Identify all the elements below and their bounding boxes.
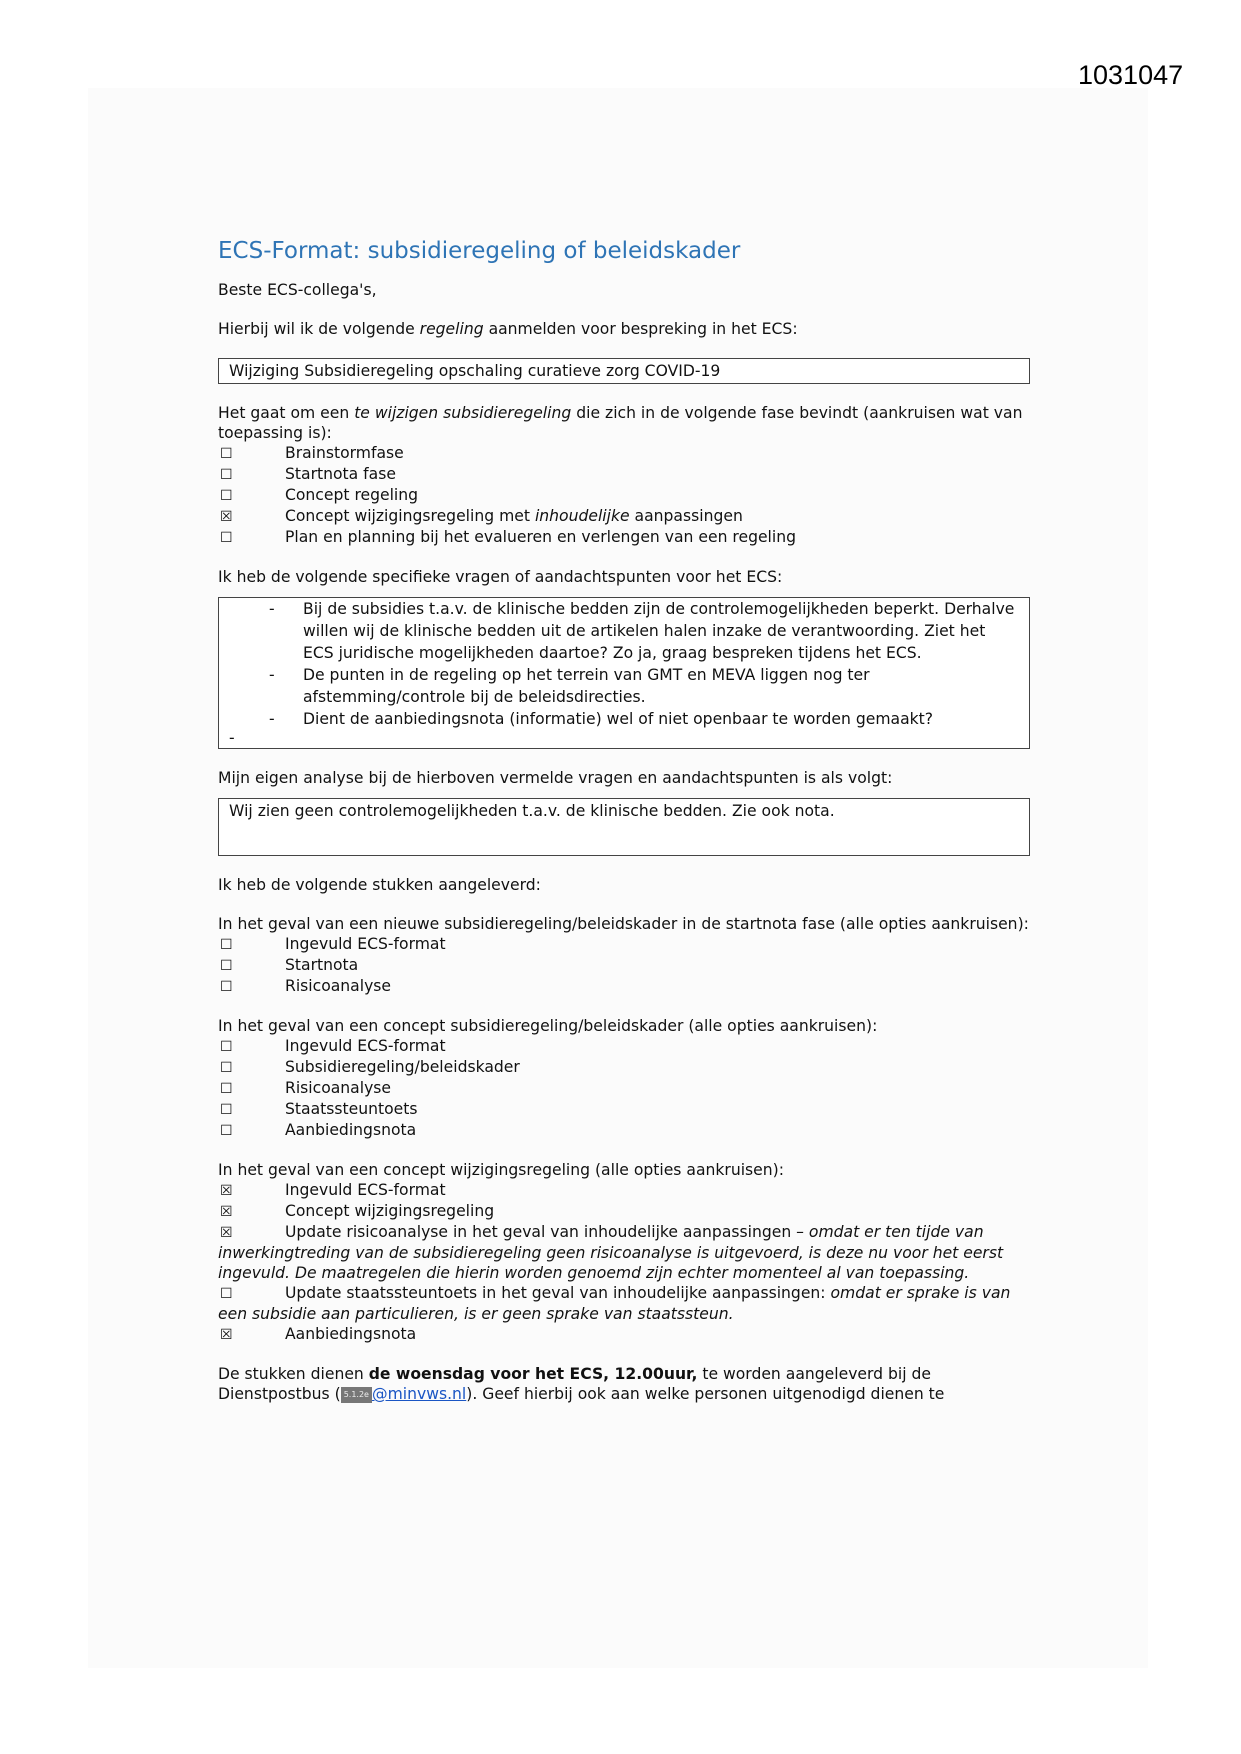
checkbox[interactable]: ☐ [220, 958, 233, 974]
checkbox[interactable]: ☐ [220, 530, 233, 546]
question-item: - Dient de aanbiedingsnota (informatie) wel of niet openbaar te worden gemaakt? [269, 710, 934, 728]
analysis-value: Wij zien geen controlemogelijkheden t.a.v. de klinische bedden. Zie ook nota. [229, 802, 835, 820]
checkbox[interactable]: ☐ [220, 488, 233, 504]
checkbox[interactable]: ☐ [220, 937, 233, 953]
wijziging-heading: In het geval van een concept wijzigingsregeling (alle opties aankruisen): [218, 1161, 784, 1179]
checkbox-checked[interactable]: ☒ [220, 509, 233, 525]
checkbox-checked[interactable]: ☒ [220, 1327, 233, 1343]
question-trailing-bullet: - [229, 729, 235, 747]
wijziging-option-concept[interactable]: ☒ Concept wijzigingsregeling [220, 1202, 495, 1220]
concept-regeling-heading: In het geval van een concept subsidieregeling/beleidskader (alle opties aankruisen): [218, 1017, 878, 1035]
regeling-name-field[interactable] [218, 358, 1030, 384]
checkbox[interactable]: ☐ [220, 1039, 233, 1055]
checkbox[interactable]: ☐ [220, 1286, 233, 1302]
analysis-field[interactable] [218, 798, 1030, 856]
dienstpostbus-email-link[interactable]: @minvws.nl [371, 1385, 467, 1403]
phase-options [218, 443, 1030, 548]
wijziging-option-aanbiedingsnota[interactable]: ☒ Aanbiedingsnota [220, 1325, 417, 1343]
concept-option-risicoanalyse[interactable]: ☐ Risicoanalyse [220, 1079, 392, 1097]
concept-option-aanbiedingsnota[interactable]: ☐ Aanbiedingsnota [220, 1121, 417, 1139]
new-regeling-heading: In het geval van een nieuwe subsidieregeling/beleidskader in de startnota fase (alle opties aankruisen): [218, 915, 1029, 933]
phase-option-evaluatie[interactable]: ☐ Plan en planning bij het evalueren en verlengen van een regeling [220, 528, 797, 546]
checkbox-checked[interactable]: ☒ [220, 1225, 233, 1241]
redaction-mark: 5.1.2e [341, 1387, 372, 1403]
questions-field[interactable] [218, 597, 1030, 749]
intro-text: Hierbij wil ik de volgende regeling aanmelden voor bespreking in het ECS: [218, 320, 798, 338]
phase-question: Het gaat om een te wijzigen subsidieregeling die zich in de volgende fase bevindt (aankruisen wat van toepassing is): [218, 404, 1023, 442]
concept-option-regeling[interactable]: ☐ Subsidieregeling/beleidskader [220, 1058, 520, 1076]
form-title: ECS-Format: subsidieregeling of beleidskader [218, 238, 741, 264]
analysis-heading: Mijn eigen analyse bij de hierboven vermelde vragen en aandachtspunten is als volgt: [218, 769, 893, 787]
question-item: - Bij de subsidies t.a.v. de klinische bedden zijn de controlemogelijkheden beperkt. Derhalve willen wij de klinische bedden uit de artikelen halen inzake de verantwoording. Ziet het ECS juridische mogelijkheden daartoe? Zo ja, graag bespreken tijdens het ECS. [269, 600, 1015, 662]
wijziging-option-ecs-format[interactable]: ☒ Ingevuld ECS-format [220, 1181, 446, 1199]
footer-instructions: De stukken dienen de woensdag voor het ECS, 12.00uur, te worden aangeleverd bij de Dienstpostbus ( 5.1.2e @minvws.nl). Geef hierbij ook aan welke personen uitgenodigd dienen te [218, 1365, 945, 1403]
checkbox[interactable]: ☐ [220, 1123, 233, 1139]
wijziging-option-staatssteuntoets[interactable]: ☐ Update staatssteuntoets in het geval van inhoudelijke aanpassingen: omdat er sprake is van een subsidie aan particulieren, is er geen sprake van staatssteun. [218, 1284, 1011, 1323]
wijziging-options [218, 1180, 1030, 1345]
regeling-name-value: Wijziging Subsidieregeling opschaling curatieve zorg COVID-19 [229, 362, 721, 380]
greeting: Beste ECS-collega's, [218, 281, 377, 299]
checkbox-checked[interactable]: ☒ [220, 1183, 233, 1199]
staatssteuntoets-note: omdat er sprake is van een subsidie aan particulieren, is er geen sprake van staatssteun. [218, 1284, 1011, 1323]
new-option-ecs-format[interactable]: ☐ Ingevuld ECS-format [220, 935, 446, 953]
checkbox[interactable]: ☐ [220, 1060, 233, 1076]
new-option-startnota[interactable]: ☐ Startnota [220, 956, 359, 974]
delivered-heading: Ik heb de volgende stukken aangeleverd: [218, 876, 541, 894]
questions-heading: Ik heb de volgende specifieke vragen of aandachtspunten voor het ECS: [218, 568, 783, 586]
checkbox[interactable]: ☐ [220, 1081, 233, 1097]
new-regeling-options [218, 934, 1030, 997]
concept-option-staatssteuntoets[interactable]: ☐ Staatssteuntoets [220, 1100, 418, 1118]
phase-option-startnota[interactable]: ☐ Startnota fase [220, 465, 396, 483]
new-option-risicoanalyse[interactable]: ☐ Risicoanalyse [220, 977, 392, 995]
checkbox[interactable]: ☐ [220, 467, 233, 483]
risicoanalyse-note: omdat er ten tijde van inwerkingtreding van de subsidieregeling geen risicoanalyse is uitgevoerd, is deze nu voor het eerst ingevuld. De maatregelen die hierin worden genoemd zijn echter momenteel al van toepassing. [218, 1223, 1004, 1282]
checkbox[interactable]: ☐ [220, 979, 233, 995]
checkbox[interactable]: ☐ [220, 1102, 233, 1118]
document-number: 1031047 [1078, 60, 1184, 90]
question-item: - De punten in de regeling op het terrein van GMT en MEVA liggen nog ter afstemming/controle bij de beleidsdirecties. [269, 666, 870, 706]
checkbox[interactable]: ☐ [220, 446, 233, 462]
phase-option-wijziging[interactable]: ☒ Concept wijzigingsregeling met inhoudelijke aanpassingen [220, 507, 743, 525]
phase-option-brainstorm[interactable]: ☐ Brainstormfase [220, 444, 404, 462]
checkbox-checked[interactable]: ☒ [220, 1204, 233, 1220]
concept-regeling-options [218, 1036, 1030, 1141]
wijziging-option-risicoanalyse[interactable]: ☒ Update risicoanalyse in het geval van inhoudelijke aanpassingen – omdat er ten tijde van inwerkingtreding van de subsidieregeling geen risicoanalyse is uitgevoerd, is deze nu voor het eerst ingevuld. De maatregelen die hierin worden genoemd zijn echter momenteel al van toepassing. [218, 1223, 1004, 1282]
phase-option-concept[interactable]: ☐ Concept regeling [220, 486, 419, 504]
ecs-form [218, 236, 1030, 1404]
concept-option-ecs-format[interactable]: ☐ Ingevuld ECS-format [220, 1037, 446, 1055]
